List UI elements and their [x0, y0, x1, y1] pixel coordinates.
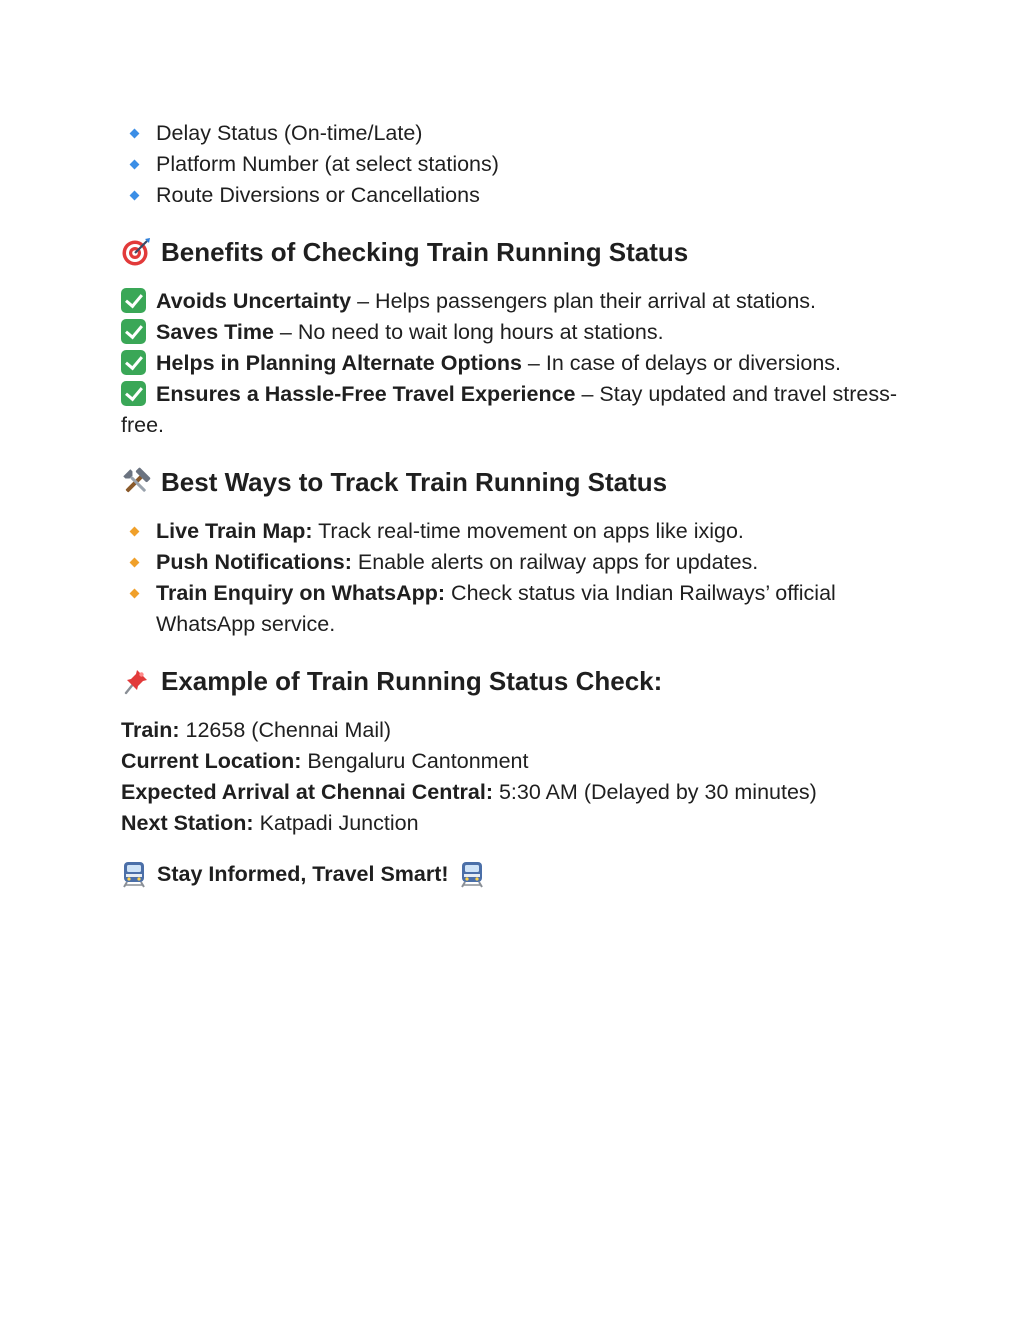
- target-icon: [121, 237, 151, 267]
- ways-heading-text: Best Ways to Track Train Running Status: [161, 467, 668, 497]
- detail-row: [121, 746, 911, 777]
- detail-value: Bengaluru Cantonment: [301, 749, 529, 773]
- benefits-heading: [121, 235, 911, 269]
- list-item: [121, 379, 911, 441]
- pushpin-icon: [121, 666, 151, 696]
- footer-tagline: [121, 857, 911, 891]
- intro-bullet-list: [121, 118, 911, 211]
- check-mark-icon: [121, 350, 146, 375]
- benefit-title: Saves Time: [156, 320, 274, 344]
- benefit-title: Helps in Planning Alternate Options: [156, 351, 522, 375]
- list-item-text: Platform Number (at select stations): [156, 152, 499, 176]
- orange-diamond-icon: [130, 589, 140, 599]
- list-item: [121, 149, 911, 180]
- benefit-text: – Helps passengers plan their arrival at stations.: [351, 289, 817, 313]
- check-mark-icon: [121, 288, 146, 313]
- detail-row: [121, 777, 911, 808]
- list-item: [121, 348, 911, 379]
- detail-value: 12658 (Chennai Mail): [179, 718, 392, 742]
- list-item: [121, 578, 911, 640]
- detail-label: Train:: [121, 718, 180, 742]
- list-item: [121, 180, 911, 211]
- example-heading-text: Example of Train Running Status Check:: [161, 666, 663, 696]
- blue-diamond-icon: [130, 191, 140, 201]
- train-icon: [459, 860, 485, 888]
- detail-label: Current Location:: [121, 749, 302, 773]
- example-heading: [121, 664, 911, 698]
- detail-label: Expected Arrival at Chennai Central:: [121, 780, 493, 804]
- benefit-text: – Stay updated and travel stress-free.: [121, 382, 897, 437]
- way-title: Train Enquiry on WhatsApp:: [156, 581, 446, 605]
- benefit-title: Avoids Uncertainty: [156, 289, 352, 313]
- footer-text: Stay Informed, Travel Smart!: [157, 862, 449, 886]
- train-icon: [121, 860, 147, 888]
- orange-diamond-icon: [130, 527, 140, 537]
- list-item: [121, 286, 911, 317]
- ways-list: [121, 516, 911, 640]
- benefits-heading-text: Benefits of Checking Train Running Status: [161, 237, 689, 267]
- way-text: Track real-time movement on apps like ixigo.: [312, 519, 744, 543]
- blue-diamond-icon: [130, 129, 140, 139]
- list-item: [121, 118, 911, 149]
- list-item: [121, 317, 911, 348]
- benefit-text: – In case of delays or diversions.: [521, 351, 842, 375]
- list-item: [121, 516, 911, 547]
- blue-diamond-icon: [130, 160, 140, 170]
- check-mark-icon: [121, 319, 146, 344]
- list-item-text: Delay Status (On-time/Late): [156, 121, 423, 145]
- detail-row: [121, 715, 911, 746]
- detail-row: [121, 808, 911, 839]
- detail-value: 5:30 AM (Delayed by 30 minutes): [492, 780, 817, 804]
- document-content: [121, 118, 911, 891]
- benefit-title: Ensures a Hassle-Free Travel Experience: [156, 382, 576, 406]
- way-title: Push Notifications:: [156, 550, 352, 574]
- benefits-list: [121, 286, 911, 441]
- way-text: Enable alerts on railway apps for updates.: [351, 550, 759, 574]
- list-item-text: Route Diversions or Cancellations: [156, 183, 480, 207]
- way-text: Check status via Indian Railways’ official WhatsApp service.: [156, 581, 836, 636]
- tools-icon: [121, 467, 151, 497]
- ways-heading: [121, 465, 911, 499]
- check-mark-icon: [121, 381, 146, 406]
- example-details: [121, 715, 911, 839]
- orange-diamond-icon: [130, 558, 140, 568]
- list-item: [121, 547, 911, 578]
- way-title: Live Train Map:: [156, 519, 313, 543]
- detail-value: Katpadi Junction: [253, 811, 419, 835]
- benefit-text: – No need to wait long hours at stations.: [273, 320, 664, 344]
- detail-label: Next Station:: [121, 811, 254, 835]
